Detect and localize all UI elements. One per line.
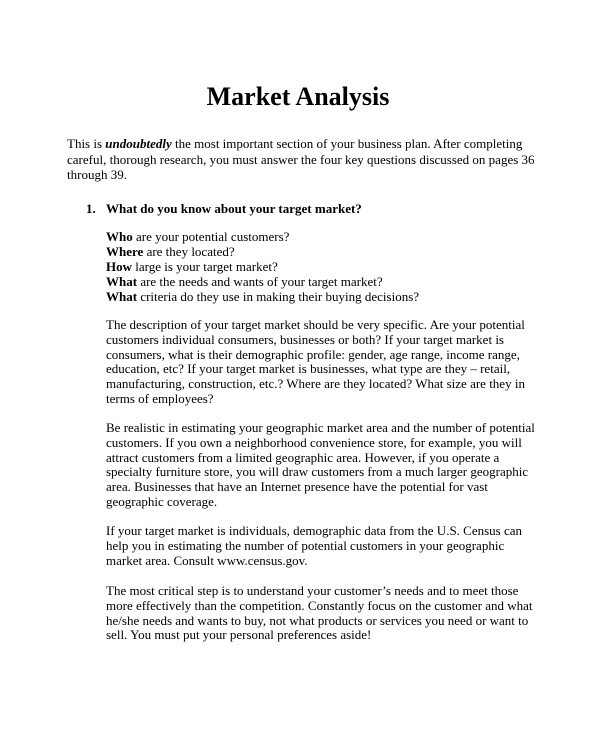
- question-keyword: How: [106, 259, 132, 274]
- list-item: [106, 289, 536, 304]
- intro-emphasis: undoubtedly: [105, 136, 172, 151]
- question-text: criteria do they use in making their buying decisions?: [137, 289, 420, 304]
- list-item: [106, 244, 536, 259]
- question-keyword: Who: [106, 229, 133, 244]
- body-paragraph-census: If your target market is individuals, demographic data from the U.S. Census can help you in estimating the number of potential customers in your geographic market area. Consult www.census.gov.: [106, 523, 523, 568]
- question-list: [106, 229, 536, 304]
- intro-paragraph: [67, 136, 537, 183]
- page-title: Market Analysis: [206, 82, 390, 111]
- body-paragraph-target-market: The description of your target market should be very specific. Are your potential customers individual consumers, businesses or both? If your target market is consumers, what is their demographic profile: gender, age range, income range, education, etc? If your target market is businesses, what type are they – retail, manufacturing, construction, etc.? Where are they located? What size are they in terms of employees?: [106, 317, 525, 406]
- question-keyword: What: [106, 274, 138, 289]
- question-text: are your potential customers?: [132, 229, 290, 244]
- question-text: are they located?: [143, 244, 235, 259]
- question-keyword: What: [106, 289, 138, 304]
- intro-text-start: This is: [67, 136, 106, 151]
- question-text: large is your target market?: [132, 259, 278, 274]
- question-number: 1.: [86, 201, 96, 216]
- list-item: [106, 229, 536, 244]
- list-item: [106, 259, 536, 274]
- question-keyword: Where: [106, 244, 144, 259]
- intro-text-end: the most important section of your business plan. After completing careful, thorough research, you must answer the four key questions discussed on pages 36 through 39.: [67, 136, 535, 182]
- question-heading-text: What do you know about your target market?: [106, 201, 362, 216]
- list-item: [106, 274, 536, 289]
- body-paragraph-geographic-area: Be realistic in estimating your geographic market area and the number of potential customers. If you own a neighborhood convenience store, for example, you will attract customers from a limited geographic area. However, if you operate a specialty furniture store, you will draw customers from a much larger geographic area. Businesses that have an Internet presence have the potential for vast geographic coverage.: [106, 420, 535, 509]
- question-text: are the needs and wants of your target market?: [137, 274, 383, 289]
- question-heading: [86, 201, 536, 217]
- body-paragraph-customer-needs: The most critical step is to understand your customer’s needs and to meet those more effectively than the competition. Constantly focus on the customer and what he/she needs and wants to buy, not what products or services you need or want to sell. You must put your personal preferences aside!: [106, 583, 533, 643]
